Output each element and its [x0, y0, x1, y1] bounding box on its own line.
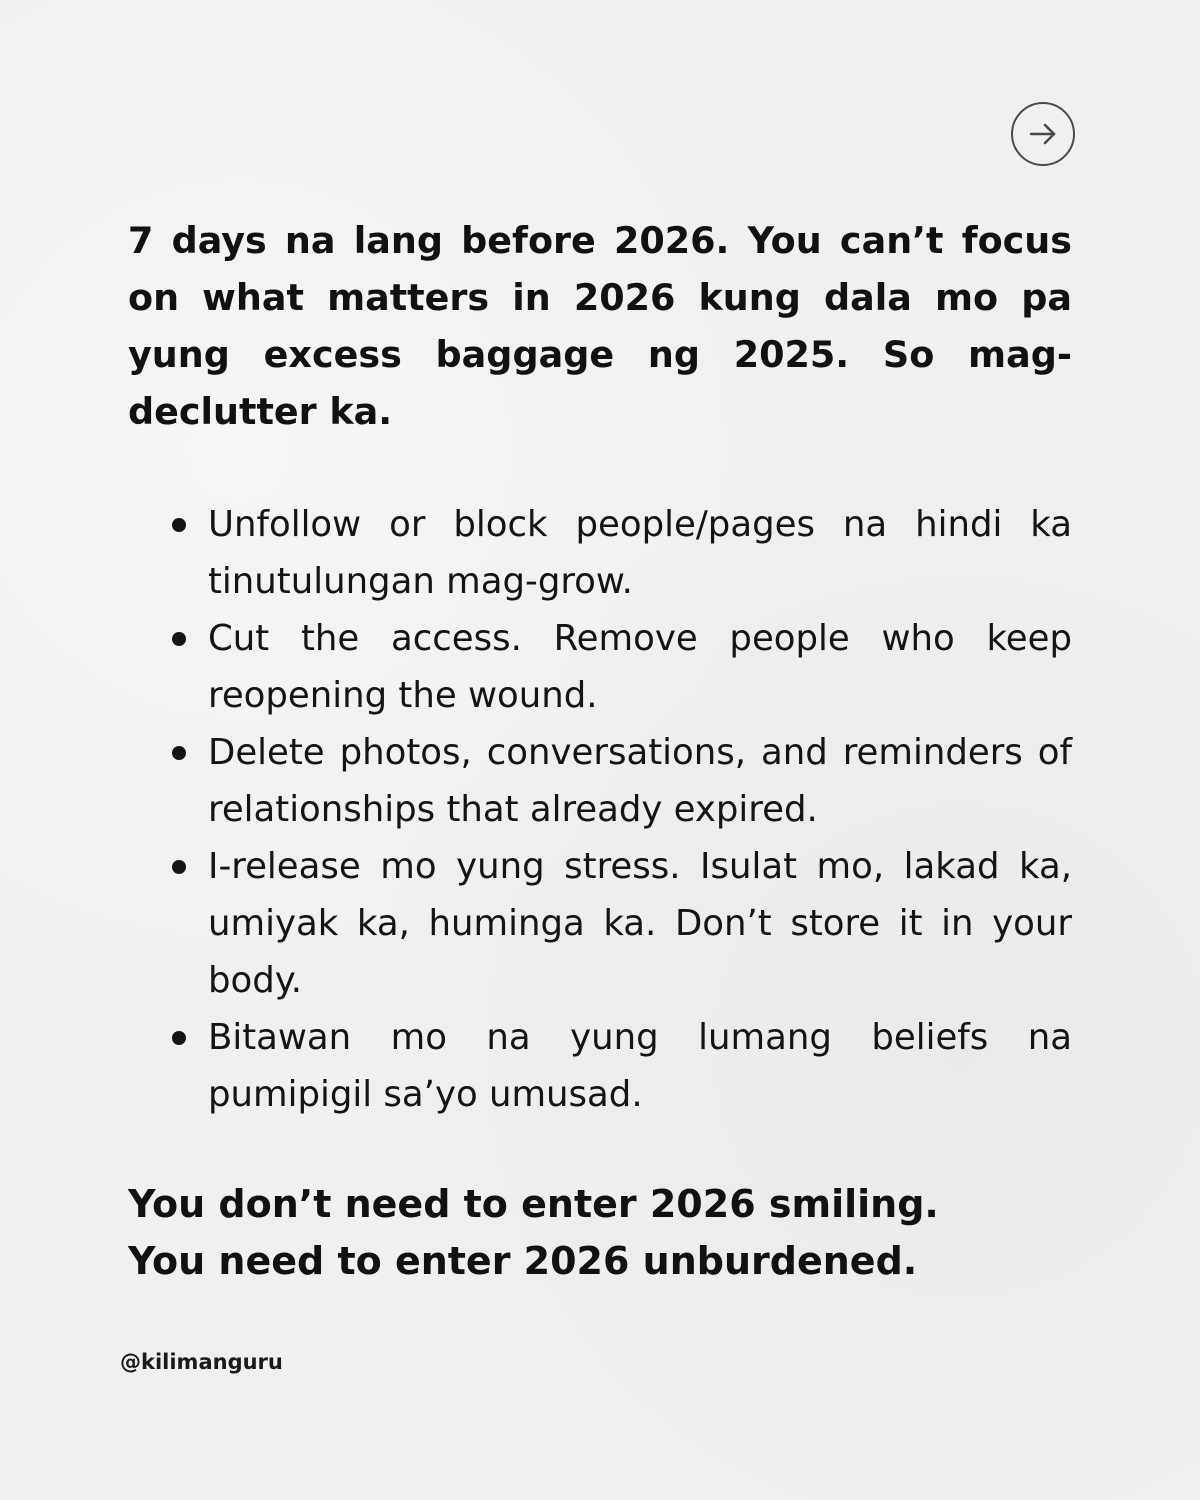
bullet-dot [172, 632, 186, 646]
next-slide-button[interactable] [1011, 102, 1075, 166]
bullet-dot [172, 518, 186, 532]
tip-text: Cut the access. Remove people who keep reopening the wound. [208, 618, 1072, 716]
intro-paragraph: 7 days na lang before 2026. You can’t focus on what matters in 2026 kung dala mo pa yung excess baggage ng 2025. So mag-declutter ka. [128, 219, 1072, 433]
bullet-dot [172, 860, 186, 874]
tip-text: Delete photos, conversations, and reminders of relationships that already expired. [208, 732, 1072, 830]
closing-line-1: You don’t need to enter 2026 smiling. [128, 1182, 939, 1226]
tips-list [128, 496, 1072, 1123]
list-item [128, 838, 1072, 1009]
closing-line-2: You need to enter 2026 unburdened. [128, 1239, 918, 1283]
bullet-dot [172, 1031, 186, 1045]
tip-text: Unfollow or block people/pages na hindi ka tinutulungan mag-grow. [208, 504, 1072, 602]
author-handle: @kilimanguru [120, 1350, 283, 1374]
tip-text: I-release mo yung stress. Isulat mo, lakad ka, umiyak ka, huminga ka. Don’t store it in your body. [208, 846, 1072, 1001]
list-item [128, 1009, 1072, 1123]
list-item [128, 610, 1072, 724]
tip-text: Bitawan mo na yung lumang beliefs na pumipigil sa’yo umusad. [208, 1017, 1072, 1115]
list-item [128, 724, 1072, 838]
arrow-right-icon [1025, 116, 1061, 152]
list-item [128, 496, 1072, 610]
closing-statement [128, 1176, 1128, 1290]
bullet-dot [172, 746, 186, 760]
